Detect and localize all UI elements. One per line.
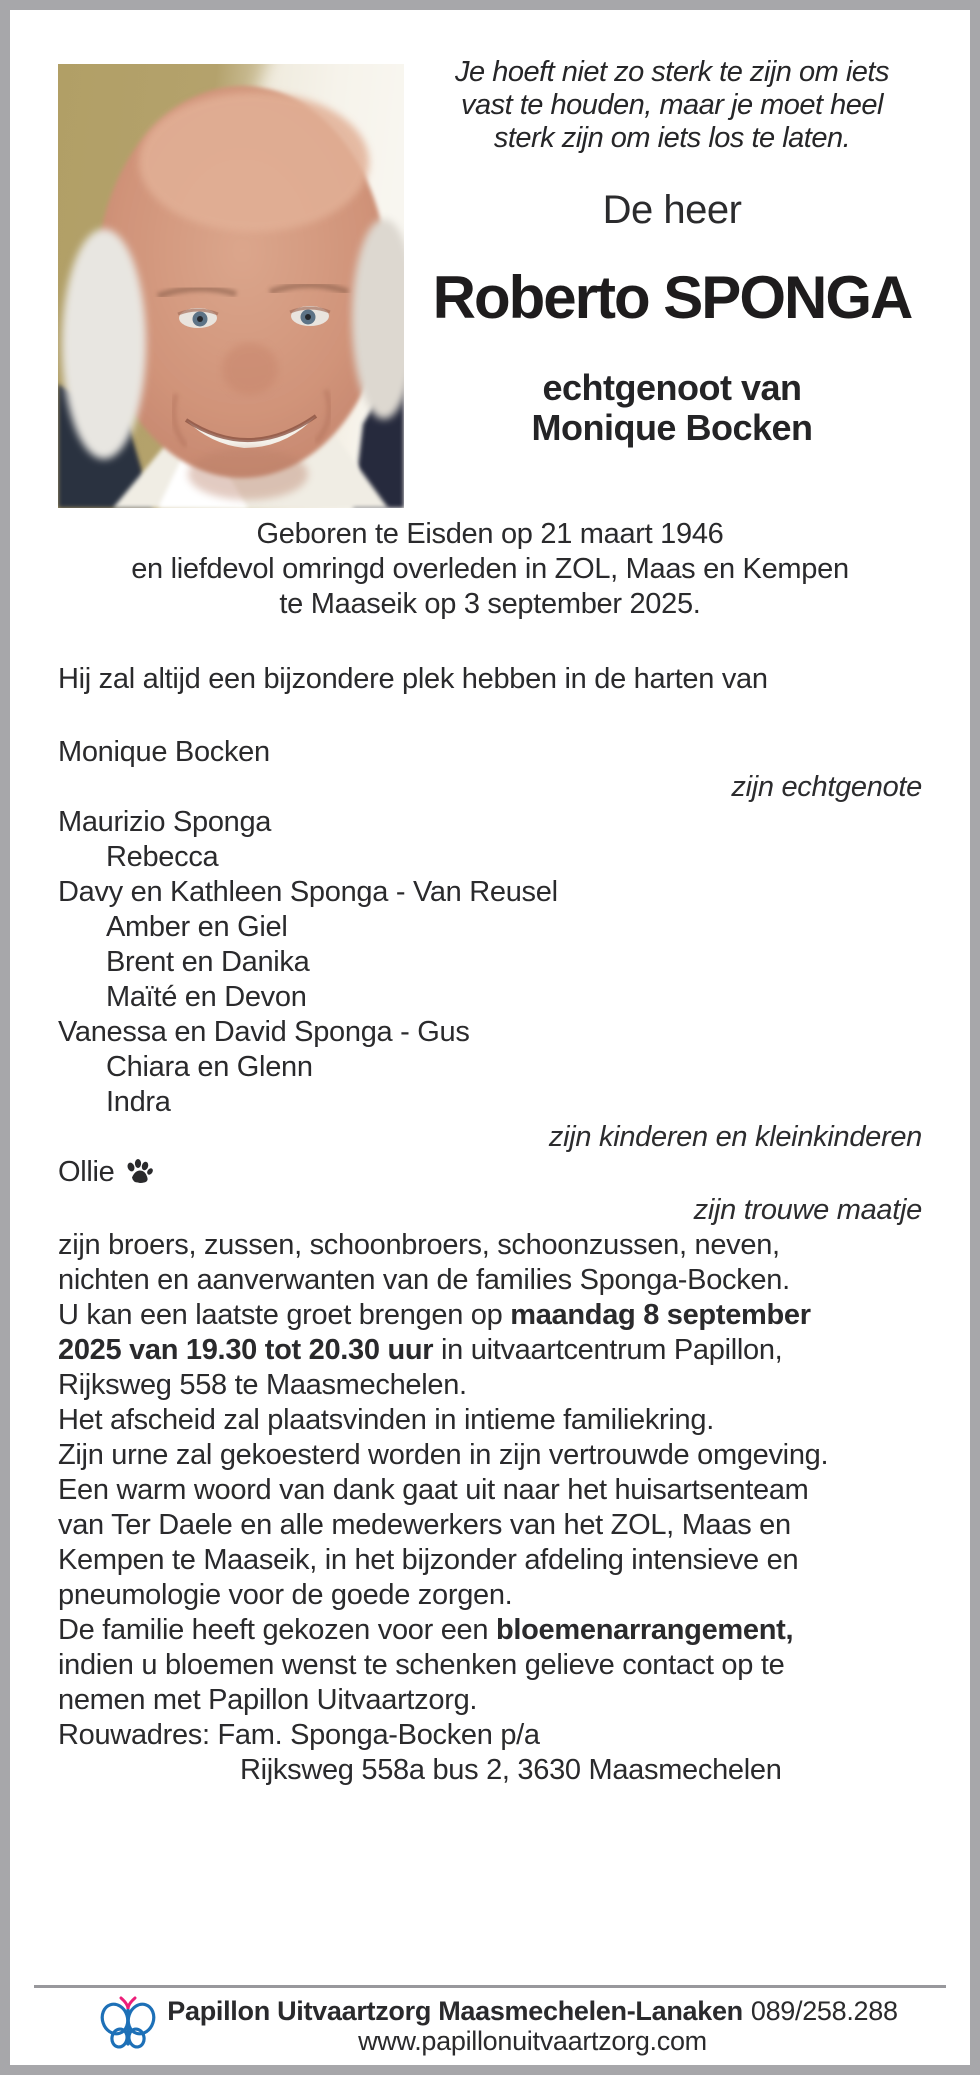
family-role-line: zijn echtgenote: [731, 771, 922, 803]
flowers-text: De familie heeft gekozen voor een: [58, 1614, 496, 1646]
thanks-line: pneumologie voor de goede zorgen.: [58, 1579, 513, 1611]
family-line: Amber en Giel: [106, 911, 288, 943]
mourning-address: [58, 1718, 922, 1788]
thanks-line: Kempen te Maaseik, in het bijzonder afdeling intensieve en: [58, 1544, 799, 1576]
thanks-paragraph: [58, 1473, 922, 1613]
family-line: Indra: [106, 1086, 171, 1118]
deceased-name: Roberto SPONGA: [432, 264, 912, 331]
family-role-line: zijn kinderen en kleinkinderen: [548, 1121, 922, 1153]
salutation: De heer: [602, 188, 742, 232]
header-column: [404, 48, 940, 448]
flowers-paragraph: [58, 1613, 922, 1718]
quote-line: vast te houden, maar je moet heel: [461, 89, 883, 121]
flowers-bold: bloemenarrangement,: [495, 1614, 794, 1646]
family-list: [58, 735, 922, 1298]
thanks-line: Een warm woord van dank gaat uit naar het huisartsenteam: [58, 1474, 809, 1506]
funeral-home-name: Papillon Uitvaartzorg Maasmechelen-Lanaken: [167, 1996, 743, 2026]
portrait-photo: [58, 64, 404, 508]
family-line: Chiara en Glenn: [106, 1051, 313, 1083]
flowers-text: nemen met Papillon Uitvaartzorg.: [58, 1684, 478, 1716]
thanks-line: van Ter Daele en alle medewerkers van het ZOL, Maas en: [58, 1509, 791, 1541]
visitation-datetime: 2025 van 19.30 tot 20.30 uur: [58, 1334, 434, 1366]
family-role-line: zijn trouwe maatje: [693, 1194, 922, 1226]
death-line: te Maaseik op 3 september 2025.: [279, 588, 701, 620]
relation-line: echtgenoot van: [542, 367, 802, 408]
family-line: Vanessa en David Sponga - Gus: [58, 1016, 470, 1048]
family-line: Maïté en Devon: [106, 981, 307, 1013]
intro-line: Hij zal altijd een bijzondere plek hebben in de harten van: [58, 663, 768, 695]
visitation-text: in uitvaartcentrum Papillon,: [433, 1334, 783, 1366]
visitation-text: Rijksweg 558 te Maasmechelen.: [58, 1369, 467, 1401]
death-line: en liefdevol omringd overleden in ZOL, Maas en Kempen: [131, 553, 849, 585]
main-text: [58, 662, 922, 1788]
portrait-photo-image: [58, 64, 404, 508]
funeral-home-website: www.papillonuitvaartzorg.com: [358, 2026, 707, 2056]
spouse-name: Monique Bocken: [531, 407, 813, 448]
family-line: Davy en Kathleen Sponga - Van Reusel: [58, 876, 558, 908]
relation-block: [404, 368, 940, 448]
paw-icon: [125, 1158, 153, 1193]
butterfly-logo-icon: [97, 1994, 159, 2055]
family-line: Brent en Danika: [106, 946, 310, 978]
pet-name: Ollie: [58, 1156, 115, 1188]
family-line: Rebecca: [106, 841, 219, 873]
family-line: Maurizio Sponga: [58, 806, 272, 838]
visitation-datetime: maandag 8 september: [510, 1299, 811, 1331]
opening-quote: [404, 56, 940, 155]
footer-text: [159, 1996, 906, 2056]
mourning-address-line: Rouwadres: Fam. Sponga-Bocken p/a: [58, 1719, 540, 1751]
visitation-text: U kan een laatste groet brengen op: [58, 1299, 511, 1331]
funeral-home-line: [159, 1996, 906, 2026]
farewell-paragraph: [58, 1403, 922, 1473]
mourning-address-line: Rijksweg 558a bus 2, 3630 Maasmechelen: [240, 1754, 782, 1786]
family-line-pet: [58, 1155, 922, 1193]
birth-line: Geboren te Eisden op 21 maart 1946: [256, 518, 724, 550]
quote-line: sterk zijn om iets los te laten.: [493, 122, 851, 154]
quote-line: Je hoeft niet zo sterk te zijn om iets: [455, 56, 889, 88]
family-line: zijn broers, zussen, schoonbroers, schoonzussen, neven,: [58, 1229, 780, 1261]
footer-row: [34, 1994, 946, 2056]
family-line: Monique Bocken: [58, 736, 270, 768]
footer: [34, 1985, 946, 2056]
footer-divider: [34, 1985, 946, 1988]
farewell-line: Het afscheid zal plaatsvinden in intieme familiekring.: [58, 1404, 714, 1436]
flowers-text: indien u bloemen wenst te schenken gelieve contact op te: [58, 1649, 785, 1681]
funeral-home-phone: 089/258.288: [750, 1996, 898, 2026]
visitation-paragraph: [58, 1298, 922, 1403]
farewell-line: Zijn urne zal gekoesterd worden in zijn vertrouwde omgeving.: [58, 1439, 829, 1471]
birth-death-block: [10, 517, 970, 622]
family-line: nichten en aanverwanten van de families Sponga-Bocken.: [58, 1264, 790, 1296]
